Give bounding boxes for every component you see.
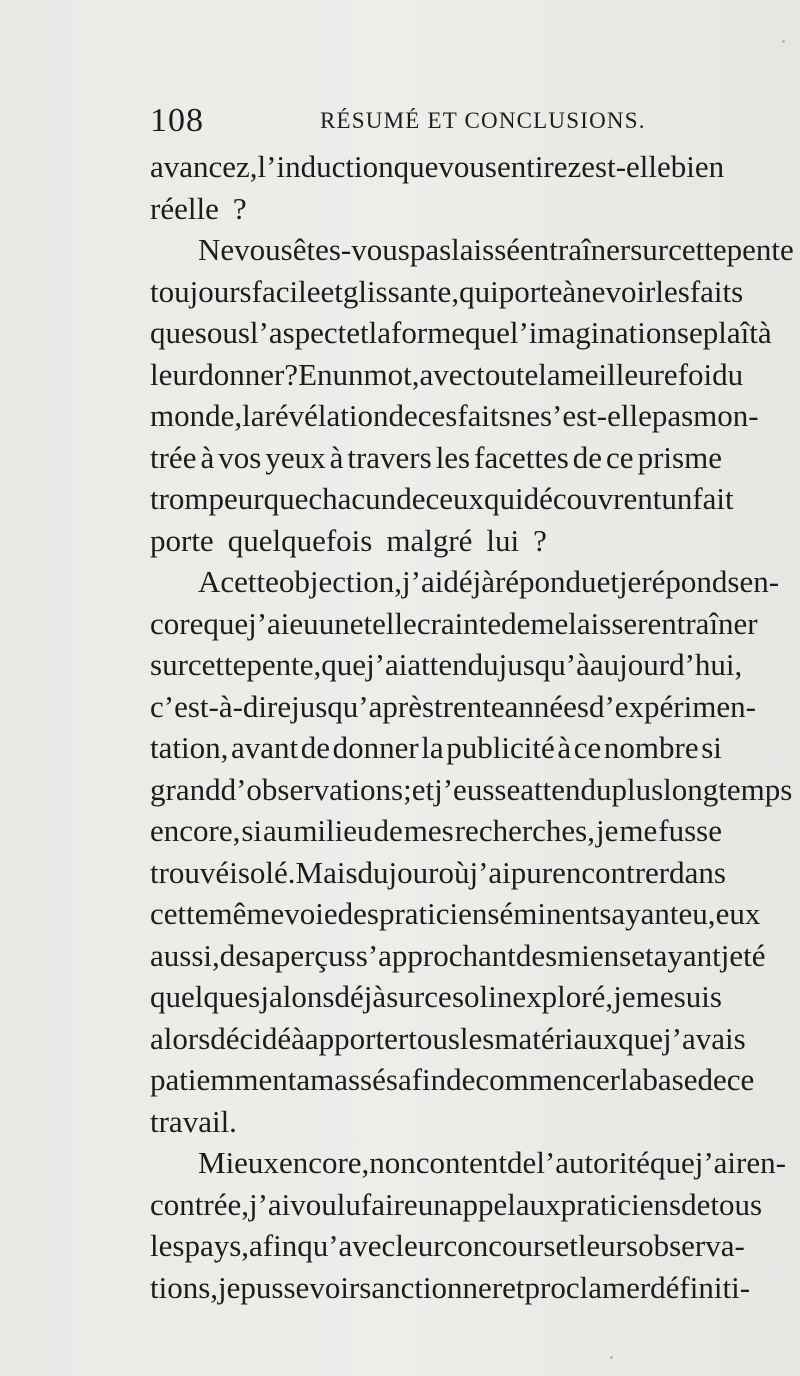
text-word: grand <box>150 771 221 807</box>
text-word: se <box>676 315 703 350</box>
text-word: êtes-vous <box>292 232 410 267</box>
text-word: pusse <box>240 1269 310 1305</box>
text-line <box>150 478 734 520</box>
text-word: alors <box>150 1020 211 1056</box>
text-word: lui <box>486 522 520 558</box>
text-word: entraîner <box>520 232 631 267</box>
text-word: de <box>572 439 603 475</box>
text-line <box>150 146 725 188</box>
text-word: voulu <box>290 1186 361 1222</box>
text-word: ayant <box>611 896 679 931</box>
text-word: ces <box>417 398 458 433</box>
text-word: aperçus <box>261 937 356 973</box>
text-word: les <box>150 1228 185 1263</box>
text-line <box>150 229 794 271</box>
text-word: découvrent <box>523 481 662 516</box>
text-word: en- <box>739 564 780 599</box>
text-word: plaît <box>702 315 758 350</box>
text-word: j’ai <box>366 647 408 682</box>
text-line <box>150 810 722 852</box>
text-word: réponds <box>641 564 740 599</box>
text-word: recherches, <box>454 813 595 848</box>
text-word: les <box>655 273 690 309</box>
text-word: la <box>538 356 561 392</box>
text-word: en <box>496 149 527 184</box>
text-word: publicité <box>446 730 555 765</box>
text-line <box>150 312 772 354</box>
text-line <box>150 686 756 728</box>
text-word: et <box>346 315 369 350</box>
text-word: A <box>198 564 221 599</box>
text-word: proclamer <box>524 1269 651 1305</box>
text-word: telle <box>363 605 417 641</box>
text-word: milieu <box>293 813 373 848</box>
text-word: jeté <box>720 937 766 973</box>
text-word: eu <box>289 605 319 641</box>
text-word: attendu <box>520 771 612 807</box>
text-word: un <box>661 481 693 516</box>
text-word: si <box>701 730 722 765</box>
text-word: monde, <box>150 398 243 433</box>
text-word: un <box>332 356 364 392</box>
text-word: et <box>411 771 435 807</box>
text-word: ? <box>232 190 247 226</box>
text-word: rencontrer <box>541 854 670 890</box>
text-word: à <box>329 439 344 475</box>
text-word: observa- <box>638 1228 745 1263</box>
text-word: porte <box>498 273 563 309</box>
text-word: que <box>203 605 249 641</box>
text-word: je <box>613 979 636 1014</box>
text-word: ceux <box>425 481 484 516</box>
text-word: amassés <box>296 1062 398 1097</box>
text-word: non <box>369 1145 416 1180</box>
text-word: appel <box>448 1186 516 1222</box>
text-word: avant <box>230 730 299 765</box>
text-word: jusqu’à <box>498 647 590 682</box>
text-word: la <box>368 315 392 350</box>
text-word: cette <box>150 896 209 931</box>
text-word: facettes <box>474 439 569 475</box>
text-line <box>150 395 759 437</box>
text-word: encore, <box>278 1145 370 1180</box>
text-word: sur <box>630 232 669 267</box>
text-word: que <box>321 647 367 682</box>
text-word: années <box>504 688 589 724</box>
text-word: mes <box>403 813 454 848</box>
text-word: à <box>200 439 215 475</box>
text-word: même <box>208 896 285 931</box>
text-word: vos <box>218 439 262 475</box>
text-word: crainte <box>416 605 502 641</box>
text-word: mot, <box>363 356 420 392</box>
text-word: j’eusse <box>434 771 521 807</box>
text-word: c’est-à-dire <box>150 688 292 724</box>
text-word: au <box>263 813 293 848</box>
text-word: l’aspect <box>249 315 347 350</box>
text-word: travail. <box>150 1103 237 1139</box>
paper-speck <box>782 40 785 43</box>
text-word: commencer <box>475 1062 620 1097</box>
text-word: content <box>415 1145 508 1180</box>
text-word: déjà <box>443 564 495 599</box>
text-word: chacun <box>308 481 397 516</box>
text-line <box>150 852 726 894</box>
text-word: pas <box>651 398 694 433</box>
text-word: les <box>459 1020 495 1056</box>
text-word: pas <box>409 232 452 267</box>
text-word: aussi, <box>150 937 220 973</box>
text-word: ren- <box>736 1145 786 1180</box>
text-word: quelques <box>150 979 261 1014</box>
text-word: yeux <box>265 439 326 475</box>
text-word: pu <box>510 854 542 890</box>
text-word: je <box>596 813 619 848</box>
text-word: matériaux <box>494 1020 619 1056</box>
text-word: tions, <box>150 1269 219 1305</box>
text-word: d’observations <box>220 771 404 807</box>
text-word: j’ai <box>248 1186 291 1222</box>
text-word: miens <box>557 937 632 973</box>
text-word: que <box>393 149 439 184</box>
text-word: tirez <box>526 149 582 184</box>
paper-speck <box>610 1356 613 1359</box>
text-word: qui <box>459 273 499 309</box>
text-word: avancez, <box>150 149 258 184</box>
text-word: tous <box>710 1186 763 1222</box>
text-word: afin <box>249 1228 298 1263</box>
text-word: toute <box>476 356 539 392</box>
running-head: RÉSUMÉ ET CONCLUSIONS. <box>320 108 646 133</box>
text-word: leurs <box>577 1228 639 1263</box>
text-word: mon- <box>693 398 759 433</box>
text-word: de <box>388 398 418 433</box>
text-word: ce <box>424 979 452 1014</box>
text-word: et <box>596 564 619 599</box>
text-word: inexploré, <box>488 979 614 1014</box>
text-word: ? <box>284 356 299 392</box>
text-word: leur <box>395 1228 444 1263</box>
text-word: à <box>757 315 772 350</box>
text-line <box>150 727 722 769</box>
text-word: nombre <box>603 730 699 765</box>
text-word: que <box>263 481 309 516</box>
text-word: s’est-elle <box>539 398 652 433</box>
text-word: porte <box>150 522 214 558</box>
text-word: qu’avec <box>297 1228 396 1263</box>
text-word: tous <box>408 1020 460 1056</box>
text-word: aujourd’hui, <box>589 647 743 682</box>
text-word: définiti- <box>650 1269 751 1305</box>
text-word: apporter <box>304 1020 409 1056</box>
text-word: ne <box>510 398 540 433</box>
text-line <box>150 354 744 396</box>
text-word: laisser <box>568 605 648 641</box>
text-word: facile <box>251 273 321 309</box>
text-word: révélation <box>264 398 389 433</box>
text-word: fusse <box>658 813 722 848</box>
text-line <box>150 1267 751 1309</box>
text-word: me <box>530 605 569 641</box>
text-word: isolé. <box>229 854 296 890</box>
text-word: je <box>618 564 642 599</box>
text-word: bien <box>670 149 725 184</box>
text-word: ? <box>533 522 547 558</box>
text-word: si <box>241 813 263 848</box>
text-word: faits <box>689 273 744 309</box>
text-word: ce <box>606 439 634 475</box>
text-line <box>150 271 744 313</box>
text-line <box>150 935 766 977</box>
text-word: j’ai <box>402 564 444 599</box>
text-word: la <box>242 398 265 433</box>
text-word: Ne <box>198 232 235 267</box>
text-word: vous <box>234 232 293 267</box>
text-line <box>150 893 761 935</box>
text-word: des <box>337 896 379 931</box>
text-word: l’autorité <box>536 1145 650 1180</box>
text-word: un <box>417 1186 449 1222</box>
text-word: trouvé <box>150 854 230 890</box>
text-word: faits <box>457 398 511 433</box>
text-word: les <box>435 439 471 475</box>
text-word: laissé <box>451 232 521 267</box>
text-word: répondu <box>494 564 597 599</box>
text-word: j’avais <box>663 1020 746 1056</box>
text-word: la <box>620 1062 643 1097</box>
text-line <box>150 561 780 603</box>
text-word: trente <box>434 688 505 724</box>
text-word: s’approchant <box>355 937 516 973</box>
text-word: l’imagination <box>509 315 677 350</box>
text-word: du <box>712 356 744 392</box>
text-word: à <box>557 730 572 765</box>
text-word: est-elle <box>581 149 671 184</box>
body-text <box>150 146 794 1308</box>
text-word: dans <box>669 854 726 890</box>
text-word: sol <box>451 979 489 1014</box>
text-word: voie <box>284 896 338 931</box>
text-word: longtemps <box>663 771 793 807</box>
text-word: travers <box>347 439 432 475</box>
text-word: afin <box>397 1062 447 1097</box>
text-word: pente <box>726 232 794 267</box>
text-word: qui <box>483 481 524 516</box>
text-line <box>150 1184 763 1226</box>
text-word: forme <box>391 315 466 350</box>
text-word: trée <box>150 439 197 475</box>
text-line <box>150 603 758 645</box>
text-line <box>150 1142 786 1184</box>
text-word: j’ai <box>694 1145 737 1180</box>
text-word: En <box>298 356 333 392</box>
text-word: tation, <box>150 730 229 765</box>
page-number: 108 <box>150 102 204 139</box>
text-word: sanctionner <box>359 1269 503 1305</box>
text-word: pays, <box>184 1228 250 1263</box>
text-word: de <box>300 730 330 765</box>
text-word: de <box>681 1186 711 1222</box>
text-line <box>150 976 722 1018</box>
text-word: entraîner <box>647 605 758 641</box>
text-word: praticiens <box>560 1186 682 1222</box>
text-line <box>150 188 722 230</box>
text-word: que <box>150 315 195 350</box>
text-word: du <box>357 854 389 890</box>
text-word: et <box>502 1269 525 1305</box>
text-word: décidé <box>210 1020 292 1056</box>
text-word: donner <box>332 730 419 765</box>
text-word: d’expérimen- <box>588 688 756 724</box>
text-word: à <box>562 273 577 309</box>
text-word: patiemment <box>150 1062 297 1097</box>
text-word: voir <box>605 273 656 309</box>
text-word: je <box>218 1269 241 1305</box>
text-word: de <box>697 1062 727 1097</box>
text-word: et <box>555 1228 578 1263</box>
text-word: j’ai <box>469 854 511 890</box>
text-line <box>150 520 722 562</box>
text-word: de <box>501 605 531 641</box>
text-word: et <box>320 273 343 309</box>
text-word: et <box>631 937 654 973</box>
text-word: de <box>373 813 403 848</box>
text-line <box>150 1018 746 1060</box>
text-word: sur <box>150 647 188 682</box>
text-word: que <box>649 1145 695 1180</box>
text-word: que <box>465 315 510 350</box>
text-word: cette <box>668 232 727 267</box>
text-word: plus <box>611 771 664 807</box>
text-word: de <box>507 1145 537 1180</box>
text-word: que <box>618 1020 664 1056</box>
text-word: contrée, <box>150 1186 249 1222</box>
text-word: l’induction <box>257 149 394 184</box>
text-word: voir <box>309 1269 360 1305</box>
text-word: me <box>635 979 674 1014</box>
text-word: jalons <box>260 979 335 1014</box>
text-word: donner <box>198 356 285 392</box>
text-word: faire <box>360 1186 418 1222</box>
text-word: Mais <box>295 854 358 890</box>
text-word: de <box>396 481 426 516</box>
text-word: une <box>318 605 364 641</box>
text-word: malgré <box>386 522 473 558</box>
text-word: déjà <box>334 979 387 1014</box>
text-word: attendu <box>407 647 499 682</box>
text-word: objection, <box>278 564 403 599</box>
text-word: des <box>515 937 558 973</box>
text-word: pente, <box>246 647 322 682</box>
text-word: avec <box>419 356 477 392</box>
text-line <box>150 644 743 686</box>
text-word: sous <box>194 315 250 350</box>
text-word: ce <box>726 1062 755 1097</box>
text-word: meilleure <box>560 356 678 392</box>
text-word: sur <box>386 979 425 1014</box>
text-word: glissante, <box>342 273 460 309</box>
text-word: cette <box>187 647 247 682</box>
text-word: fait <box>692 481 734 516</box>
text-line <box>150 769 793 811</box>
text-line <box>150 1101 722 1143</box>
text-word: à <box>291 1020 305 1056</box>
text-word: leur <box>150 356 199 392</box>
text-word: eu, <box>678 896 716 931</box>
text-word: réelle <box>150 190 219 226</box>
text-line <box>150 1059 755 1101</box>
page-header <box>150 101 722 141</box>
text-word: concours <box>443 1228 556 1263</box>
text-line <box>150 1225 745 1267</box>
text-line <box>150 437 722 479</box>
text-word: trompeur <box>150 481 264 516</box>
text-word: ce <box>573 730 602 765</box>
text-word: quelquefois <box>227 522 373 558</box>
text-word: jusqu’après <box>291 688 435 724</box>
text-word: des <box>219 937 262 973</box>
text-word: suis <box>673 979 722 1014</box>
text-word: core <box>150 605 204 641</box>
text-word: ne <box>576 273 606 309</box>
text-word: la <box>421 730 444 765</box>
text-word: praticiens <box>378 896 500 931</box>
text-word: vous <box>438 149 497 184</box>
text-word: ayant <box>653 937 721 973</box>
text-word: où <box>438 854 470 890</box>
text-word: de <box>446 1062 476 1097</box>
text-word: cette <box>220 564 279 599</box>
text-word: jour <box>388 854 439 890</box>
text-word: encore, <box>150 813 241 848</box>
text-word: éminents <box>499 896 612 931</box>
text-word: eux <box>715 896 761 931</box>
text-word: ; <box>403 771 412 807</box>
text-word: base <box>642 1062 698 1097</box>
text-word: aux <box>515 1186 561 1222</box>
text-word: toujours <box>150 273 252 309</box>
text-word: j’ai <box>248 605 290 641</box>
text-word: me <box>619 813 658 848</box>
text-word: prisme <box>637 439 722 475</box>
text-word: Mieux <box>198 1145 279 1180</box>
text-word: foi <box>677 356 713 392</box>
